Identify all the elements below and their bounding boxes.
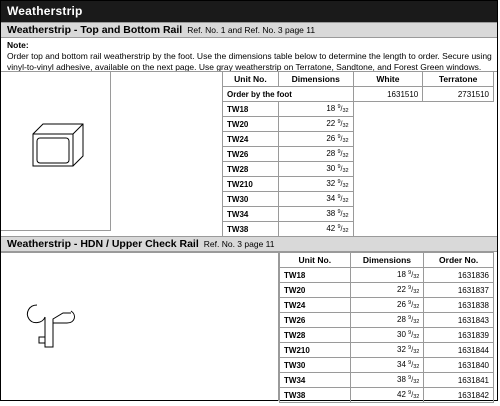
- dimension-cell: 22 $^9/_{32}$: [350, 283, 424, 298]
- table-row: [280, 358, 494, 373]
- unit-cell: TW24: [223, 132, 279, 147]
- unit-cell: TW26: [223, 147, 279, 162]
- table-row: [280, 373, 494, 388]
- unit-cell: TW20: [280, 283, 351, 298]
- header-bar: [1, 1, 497, 22]
- col-unit: Unit No.: [280, 253, 351, 268]
- dimension-cell: 34 $^9/_{32}$: [350, 358, 424, 373]
- order-number-cell: 1631840: [424, 358, 494, 373]
- order-number-cell: 1631837: [424, 283, 494, 298]
- order-number-cell: 1631839: [424, 328, 494, 343]
- order-number-cell: 1631836: [424, 268, 494, 283]
- page-title: Weatherstrip: [7, 4, 83, 18]
- dimension-cell: 22 $^9/_{32}$: [278, 117, 353, 132]
- table-row: [280, 283, 494, 298]
- dimension-cell: 38 $^9/_{32}$: [278, 207, 353, 222]
- order-label: Order by the foot: [223, 87, 354, 102]
- section2-header: [1, 236, 497, 252]
- order-row: [223, 87, 494, 102]
- dimension-cell: 26 $^9/_{32}$: [278, 132, 353, 147]
- section2-image-cell: [1, 252, 279, 401]
- dimension-cell: 28 $^9/_{32}$: [350, 313, 424, 328]
- order-number-cell: 1631842: [424, 388, 494, 403]
- dimension-cell: 18 $^9/_{32}$: [350, 268, 424, 283]
- section1-ref: Ref. No. 1 and Ref. No. 3 page 11: [187, 25, 316, 35]
- note-label: Note:: [7, 40, 29, 50]
- unit-cell: TW210: [280, 343, 351, 358]
- dimension-cell: 18 $^9/_{32}$: [278, 102, 353, 117]
- table-row: [223, 222, 494, 237]
- unit-cell: TW18: [280, 268, 351, 283]
- dimension-cell: 30 $^9/_{32}$: [350, 328, 424, 343]
- unit-cell: TW30: [223, 192, 279, 207]
- dimension-cell: 42 $^9/_{32}$: [350, 388, 424, 403]
- dimension-cell: 38 $^9/_{32}$: [350, 373, 424, 388]
- order-white: 1631510: [353, 87, 423, 102]
- section2-table: [279, 252, 494, 403]
- table-row: [223, 132, 494, 147]
- unit-cell: TW30: [280, 358, 351, 373]
- unit-cell: TW34: [223, 207, 279, 222]
- col-unit: Unit No.: [223, 72, 279, 87]
- col-dimensions: Dimensions: [278, 72, 353, 87]
- table-row: [280, 343, 494, 358]
- table-row: [223, 162, 494, 177]
- unit-cell: TW28: [280, 328, 351, 343]
- col-white: White: [353, 72, 423, 87]
- table-row: [223, 207, 494, 222]
- table-row: [223, 177, 494, 192]
- order-number-cell: 1631844: [424, 343, 494, 358]
- unit-cell: TW20: [223, 117, 279, 132]
- table-row: [280, 298, 494, 313]
- dimension-cell: 34 $^9/_{32}$: [278, 192, 353, 207]
- table-row: [223, 147, 494, 162]
- unit-cell: TW210: [223, 177, 279, 192]
- dimension-cell: 32 $^9/_{32}$: [350, 343, 424, 358]
- dimension-cell: 26 $^9/_{32}$: [350, 298, 424, 313]
- unit-cell: TW26: [280, 313, 351, 328]
- table-row: [223, 102, 494, 117]
- section1-header: [1, 22, 497, 38]
- dimension-cell: 32 $^9/_{32}$: [278, 177, 353, 192]
- table-row: [280, 313, 494, 328]
- col-order-no: Order No.: [424, 253, 494, 268]
- unit-cell: TW24: [280, 298, 351, 313]
- unit-cell: TW34: [280, 373, 351, 388]
- section2-title: Weatherstrip - HDN / Upper Check Rail: [7, 238, 199, 250]
- col-dimensions: Dimensions: [350, 253, 424, 268]
- section1-title: Weatherstrip - Top and Bottom Rail: [7, 24, 183, 36]
- dimension-cell: 42 $^9/_{32}$: [278, 222, 353, 237]
- order-number-cell: 1631838: [424, 298, 494, 313]
- dimension-cell: 30 $^9/_{32}$: [278, 162, 353, 177]
- dimension-cell: 28 $^9/_{32}$: [278, 147, 353, 162]
- unit-cell: TW18: [223, 102, 279, 117]
- check-rail-weatherstrip-icon: [1, 253, 277, 401]
- table-row: [280, 388, 494, 403]
- order-number-cell: 1631841: [424, 373, 494, 388]
- unit-cell: TW28: [223, 162, 279, 177]
- table-row: [280, 268, 494, 283]
- table-row: [223, 192, 494, 207]
- section1-image-cell: [1, 71, 111, 231]
- section1-table: [222, 71, 494, 237]
- section2-ref: Ref. No. 3 page 11: [203, 239, 275, 249]
- col-terratone: Terratone: [423, 72, 494, 87]
- unit-cell: TW38: [280, 388, 351, 403]
- note-text: Order top and bottom rail weatherstrip by the foot. Use the dimensions table below to determine the length to order. Secure using vinyl-to-vinyl adhesive, available on the next page. Use gray weatherstrip on Terratone, Sandtone, and Forest Green windows.: [7, 51, 492, 72]
- order-number-cell: 1631843: [424, 313, 494, 328]
- table-row: [223, 117, 494, 132]
- unit-cell: TW38: [223, 222, 279, 237]
- square-weatherstrip-icon: [1, 72, 109, 232]
- table-row: [280, 328, 494, 343]
- order-terratone: 2731510: [423, 87, 494, 102]
- section1-note: [7, 40, 495, 73]
